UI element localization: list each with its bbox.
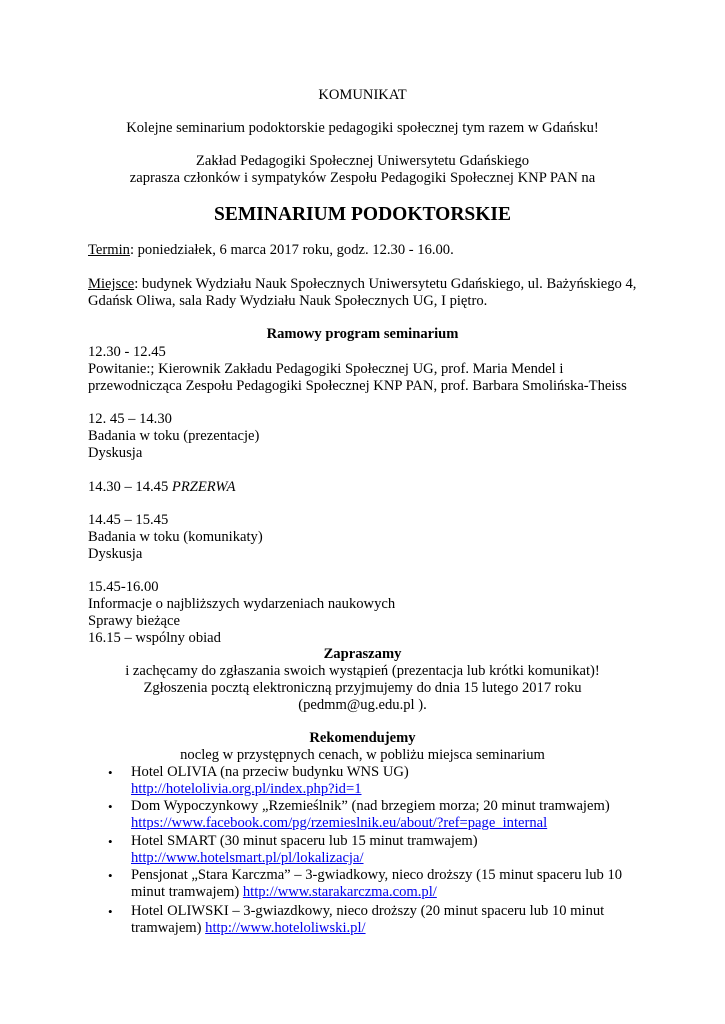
- hotel-2-text: Dom Wypoczynkowy „Rzemieślnik” (nad brzegiem morza; 20 minut tramwajem): [131, 798, 610, 814]
- invite-line-3: (pedmm@ug.edu.pl ).: [298, 697, 427, 713]
- invite-heading: Zapraszamy: [323, 646, 402, 662]
- hotel-3-link[interactable]: http://www.hotelsmart.pl/pl/lokalizacja/: [131, 850, 364, 866]
- program-text: Badania w toku (komunikaty): [88, 529, 263, 545]
- hotel-4-link[interactable]: http://www.starakarczma.com.pl/: [242, 884, 437, 900]
- program-text: Dyskusja: [88, 445, 143, 461]
- hotel-4-text: Pensjonat „Stara Karczma” – 3-gwiadkowy, nieco droższy (15 minut spaceru lub 10: [131, 867, 623, 883]
- miejsce-label: Miejsce: [88, 276, 135, 292]
- miejsce-line-1: [88, 276, 636, 293]
- termin-label: Termin: [88, 242, 130, 258]
- bullet-icon: •: [108, 868, 113, 883]
- program-text: 16.15 – wspólny obiad: [88, 630, 221, 646]
- program-text: Sprawy bieżące: [88, 613, 180, 629]
- break-time: 14.30 – 14.45: [88, 479, 172, 495]
- program-text: przewodnicząca Zespołu Pedagogiki Społecznej KNP PAN, prof. Barbara Smolińska-Theiss: [88, 378, 627, 394]
- hotel-5-link[interactable]: http://www.hoteloliwski.pl/: [205, 920, 366, 936]
- hotel-2-link[interactable]: https://www.facebook.com/pg/rzemieslnik.eu/about/?ref=page_internal: [131, 815, 548, 831]
- miejsce-text-1: : budynek Wydziału Nauk Społecznych Uniwersytetu Gdańskiego, ul. Bażyńskiego 4,: [134, 276, 637, 292]
- program-time: 15.45-16.00: [88, 579, 159, 595]
- bullet-icon: •: [108, 904, 113, 919]
- break-label: PRZERWA: [171, 479, 236, 495]
- program-time: 12.30 - 12.45: [88, 344, 166, 360]
- miejsce-line-2: Gdańsk Oliwa, sala Rady Wydziału Nauk Społecznych UG, I piętro.: [88, 293, 488, 309]
- program-heading: Ramowy program seminarium: [266, 326, 459, 342]
- hotel-4-line-2: [131, 884, 437, 901]
- termin-text: : poniedziałek, 6 marca 2017 roku, godz. 12.30 - 16.00.: [129, 242, 454, 258]
- program-text: Dyskusja: [88, 546, 143, 562]
- recommend-heading: Rekomendujemy: [309, 730, 416, 746]
- hotel-5-line-2: [131, 920, 366, 937]
- bullet-icon: •: [108, 834, 113, 849]
- invite-line-2: Zgłoszenia pocztą elektroniczną przyjmujemy do dnia 15 lutego 2017 roku: [143, 680, 582, 696]
- hotel-1-link[interactable]: http://hotelolivia.org.pl/index.php?id=1: [131, 781, 362, 797]
- header-komunikat: KOMUNIKAT: [318, 87, 407, 103]
- program-break: [88, 479, 235, 496]
- seminar-title: SEMINARIUM PODOKTORSKIE: [213, 204, 512, 225]
- hotel-5-text: Hotel OLIWSKI – 3-gwiazdkowy, nieco droższy (20 minut spaceru lub 10 minut: [131, 903, 605, 919]
- hotel-4-text-2: minut tramwajem): [131, 884, 243, 900]
- host-line-1: Zakład Pedagogiki Społecznej Uniwersytetu Gdańskiego: [195, 153, 530, 169]
- intro-text: Kolejne seminarium podoktorskie pedagogiki społecznej tym razem w Gdańsku!: [126, 120, 599, 136]
- hotel-3-text: Hotel SMART (30 minut spaceru lub 15 minut tramwajem): [131, 833, 478, 849]
- program-text: Badania w toku (prezentacje): [88, 428, 260, 444]
- program-time: 12. 45 – 14.30: [88, 411, 172, 427]
- host-line-2: zaprasza członków i sympatyków Zespołu Pedagogiki Społecznej KNP PAN na: [129, 170, 596, 186]
- invite-line-1: i zachęcamy do zgłaszania swoich wystąpień (prezentacja lub krótki komunikat)!: [125, 663, 600, 679]
- recommend-sub: nocleg w przystępnych cenach, w pobliżu miejsca seminarium: [180, 747, 545, 763]
- hotel-1-text: Hotel OLIVIA (na przeciw budynku WNS UG): [131, 764, 409, 780]
- program-text: Informacje o najbliższych wydarzeniach naukowych: [88, 596, 396, 612]
- termin-line: [88, 242, 454, 259]
- hotel-5-text-2: tramwajem): [131, 920, 206, 936]
- program-time: 14.45 – 15.45: [88, 512, 169, 528]
- bullet-icon: •: [108, 799, 113, 814]
- bullet-icon: •: [108, 765, 113, 780]
- program-text: Powitanie:; Kierownik Zakładu Pedagogiki Społecznej UG, prof. Maria Mendel i: [88, 361, 564, 377]
